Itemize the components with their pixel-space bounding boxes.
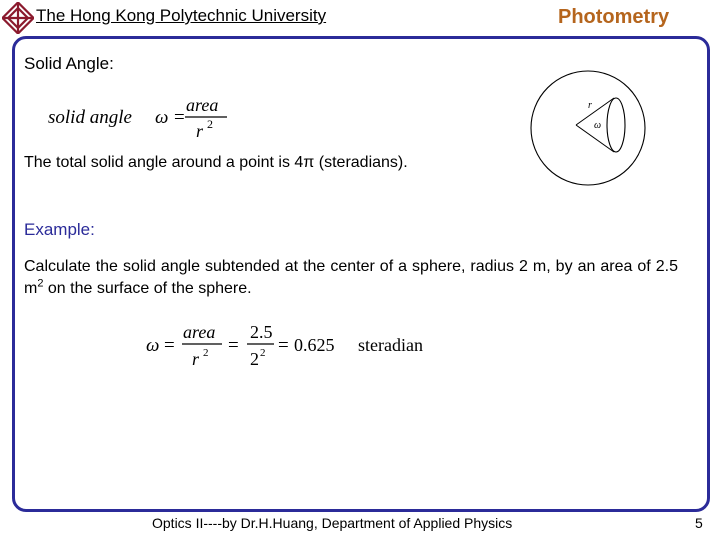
example-heading: Example:: [24, 220, 95, 239]
total-solid-angle-text: The total solid angle around a point is 4π (steradians).: [24, 154, 408, 171]
result-value: 0.625: [294, 335, 335, 355]
slide-topic: Photometry: [558, 6, 670, 28]
exponent-1: 2: [203, 347, 209, 359]
equals-sign-2: =: [228, 335, 239, 356]
example-formula: [140, 316, 440, 376]
angle-label: ω: [594, 120, 602, 131]
section-heading: Solid Angle:: [24, 54, 114, 73]
formula-lhs-label: solid angle: [48, 107, 132, 128]
equals-sign-1: =: [164, 335, 175, 356]
equals-sign: =: [174, 107, 185, 128]
solid-angle-diagram: [528, 70, 650, 188]
formula-denominator: r: [196, 121, 204, 141]
problem-text-part1: Calculate the solid angle subtended at the center of a sphere, radius 2 m, by an area of 2.5 m: [24, 258, 678, 297]
exponent-2: 2: [260, 347, 266, 359]
footer-credit: Optics II----by Dr.H.Huang, Department of Applied Physics: [152, 515, 513, 531]
problem-text-part2: on the surface of the sphere.: [43, 280, 252, 297]
omega-symbol-2: ω: [146, 335, 160, 356]
omega-symbol: ω: [155, 107, 169, 128]
example-problem: [24, 256, 678, 300]
solid-angle-formula: [40, 90, 240, 150]
equals-sign-3: =: [278, 335, 289, 356]
formula-numerator: area: [186, 95, 219, 115]
result-unit: steradian: [358, 335, 423, 355]
problem-superscript: 2: [37, 277, 44, 290]
denominator-r: r: [192, 349, 200, 369]
numerator-2-5: 2.5: [250, 322, 273, 342]
university-logo-icon: [2, 2, 34, 34]
denominator-2: 2: [250, 349, 259, 369]
formula-exponent: 2: [207, 117, 213, 131]
numerator-area: area: [183, 322, 216, 342]
university-name: The Hong Kong Polytechnic University: [36, 6, 327, 25]
radius-label: r: [588, 100, 592, 111]
page-number: 5: [695, 515, 703, 531]
